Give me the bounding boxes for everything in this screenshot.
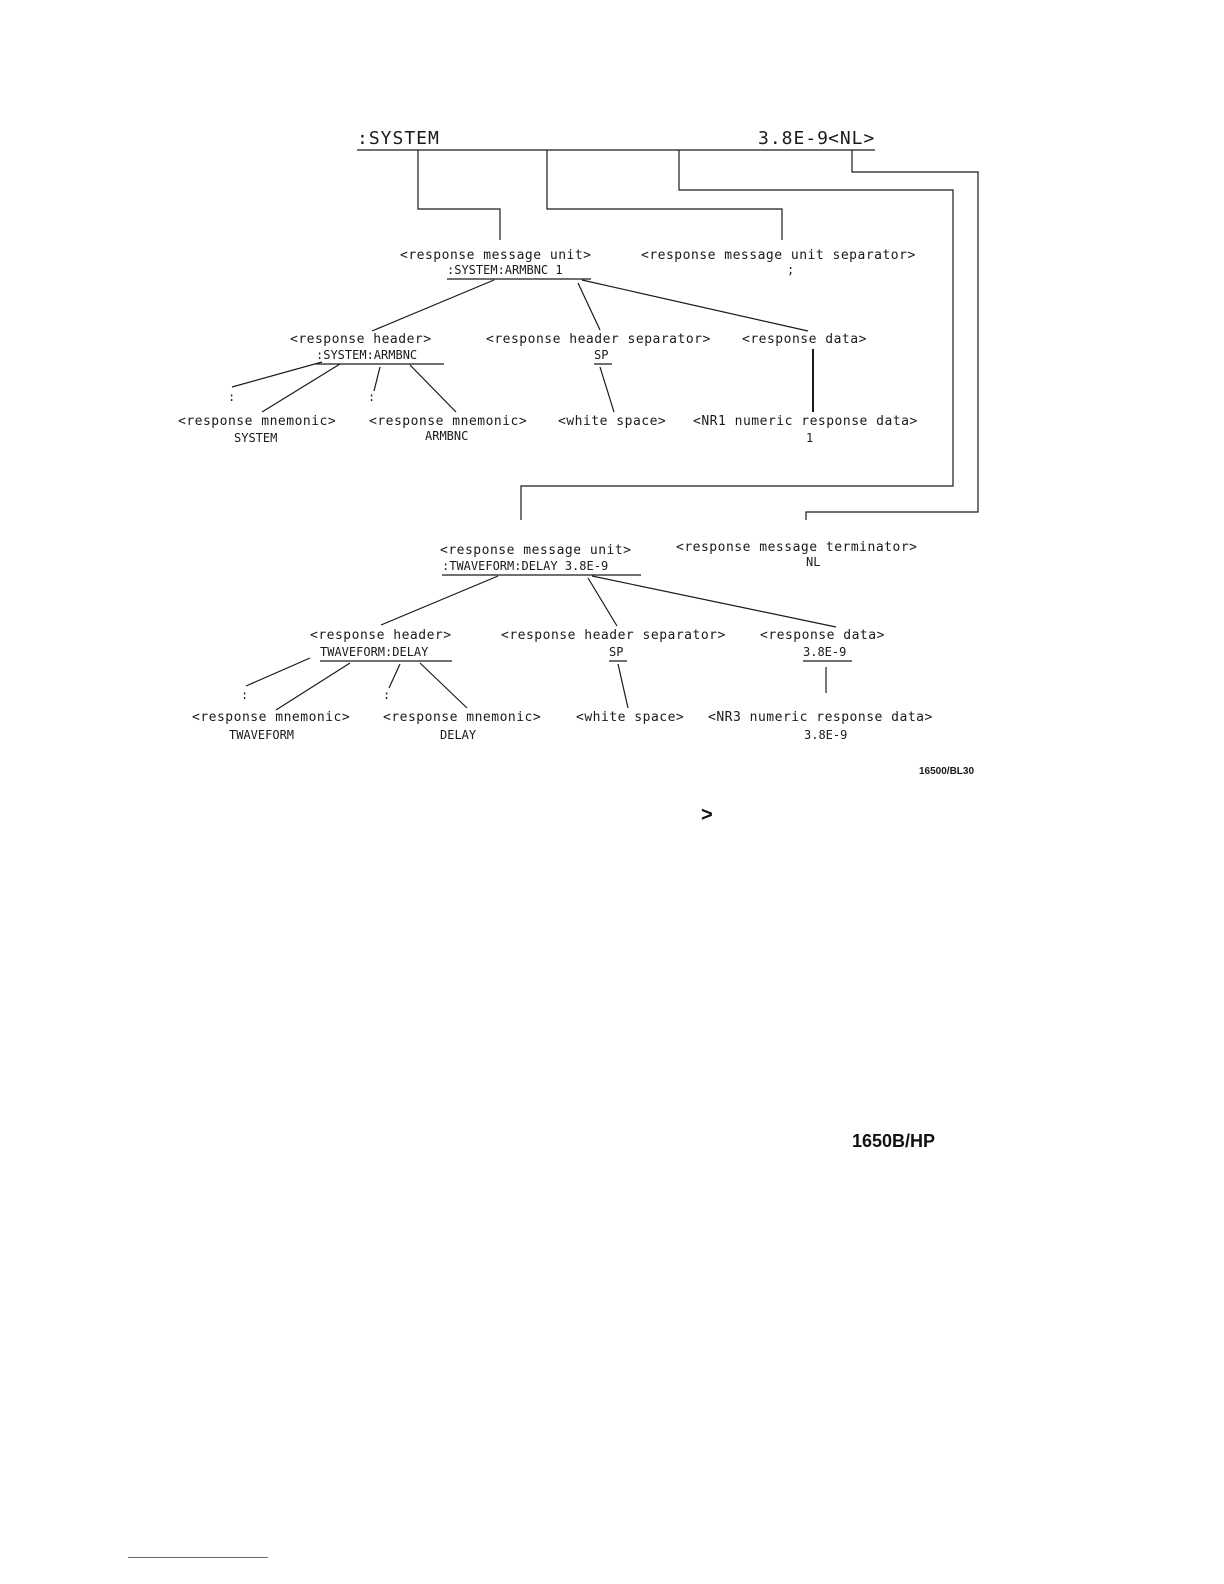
terminator-value: NL: [806, 555, 821, 569]
unit-separator-value: ;: [787, 263, 795, 277]
unit2-header-sep-label: <response header separator>: [501, 628, 726, 643]
message-start: :SYSTEM: [357, 128, 440, 149]
connector-unit1: [418, 150, 500, 240]
unit1-colon1: :: [228, 390, 236, 404]
unit2-label: <response message unit>: [440, 543, 632, 558]
arrow-glyph: >: [701, 804, 713, 826]
unit2-data-label: <response data>: [760, 628, 885, 643]
unit2-colon1: :: [241, 688, 249, 702]
unit2-to-header: [381, 576, 498, 625]
unit1-mnemonic1-value: SYSTEM: [234, 431, 278, 445]
unit1-header-to-colon2: [374, 367, 380, 391]
page-footer-model: 1650B/HP: [852, 1131, 936, 1151]
message-terminator: <NL>: [828, 128, 876, 149]
unit2-mnemonic2-value: DELAY: [440, 728, 477, 742]
unit2-to-data: [592, 576, 836, 627]
unit1-colon2: :: [368, 390, 376, 404]
message-end: 3.8E-9: [758, 128, 830, 149]
unit1-to-data: [582, 280, 808, 331]
unit2-header-value: TWAVEFORM:DELAY: [320, 645, 429, 659]
unit1-header-to-mnemonic1: [262, 364, 340, 412]
unit1-to-header: [372, 280, 494, 331]
unit1-mnemonic1-label: <response mnemonic>: [178, 414, 337, 429]
unit-separator-label: <response message unit separator>: [641, 248, 916, 263]
terminator-label: <response message terminator>: [676, 540, 918, 555]
unit1-to-header-sep: [578, 283, 600, 330]
unit1-mnemonic2-label: <response mnemonic>: [369, 414, 528, 429]
unit1-header-sep-label: <response header separator>: [486, 332, 711, 347]
unit1-header-label: <response header>: [290, 332, 432, 347]
unit1-mnemonic2-value: ARMBNC: [425, 429, 469, 443]
unit1-value: :SYSTEM:ARMBNC 1: [447, 263, 563, 277]
unit2-sp-to-whitespace: [618, 664, 628, 708]
unit2-mnemonic1-value: TWAVEFORM: [229, 728, 295, 742]
unit2-to-header-sep: [588, 578, 617, 626]
unit2-mnemonic2-label: <response mnemonic>: [383, 710, 542, 725]
unit2-header-label: <response header>: [310, 628, 452, 643]
unit1-numeric-value: 1: [806, 431, 814, 445]
figure-id: 16500/BL30: [919, 766, 975, 777]
unit2-mnemonic1-label: <response mnemonic>: [192, 710, 351, 725]
unit2-data-value: 3.8E-9: [803, 645, 847, 659]
unit2-header-to-mnemonic1: [276, 663, 350, 710]
unit1-sp-to-whitespace: [600, 367, 614, 412]
unit1-data-label: <response data>: [742, 332, 867, 347]
unit2-numeric-label: <NR3 numeric response data>: [708, 710, 933, 725]
unit1-header-to-mnemonic2: [410, 365, 456, 412]
unit2-header-sep-value: SP: [609, 645, 624, 659]
unit1-label: <response message unit>: [400, 248, 592, 263]
unit2-colon2: :: [383, 688, 391, 702]
unit2-numeric-value: 3.8E-9: [804, 728, 848, 742]
unit2-value: :TWAVEFORM:DELAY 3.8E-9: [442, 559, 609, 573]
unit1-whitespace-label: <white space>: [558, 414, 667, 429]
unit1-header-value: :SYSTEM:ARMBNC: [316, 348, 418, 362]
unit2-header-to-colon2: [389, 664, 400, 688]
unit2-whitespace-label: <white space>: [576, 710, 685, 725]
connector-separator: [547, 150, 782, 240]
unit1-header-sep-value: SP: [594, 348, 609, 362]
unit1-numeric-label: <NR1 numeric response data>: [693, 414, 918, 429]
unit2-header-to-colon1: [246, 658, 310, 686]
unit2-header-to-mnemonic2: [420, 663, 467, 708]
footer-rule: [128, 1557, 268, 1558]
